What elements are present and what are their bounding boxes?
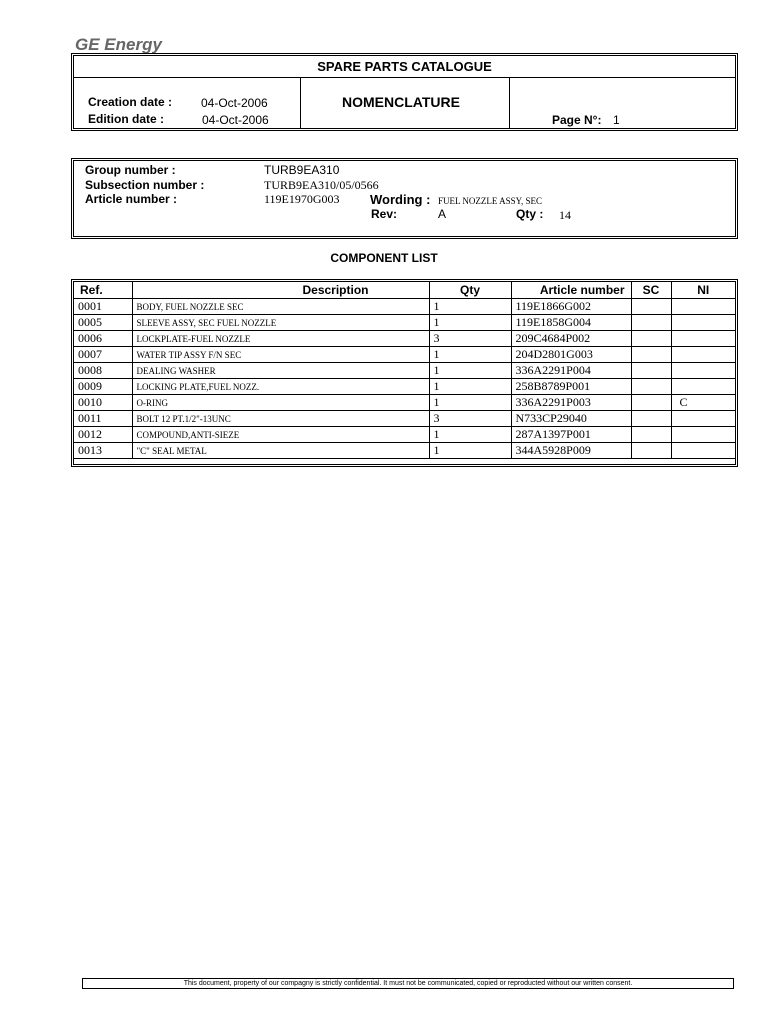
table-row bbox=[74, 379, 735, 395]
page-number-value: 1 bbox=[613, 113, 620, 127]
table-row bbox=[74, 443, 735, 459]
divider bbox=[509, 77, 510, 128]
article-number-label: Article number : bbox=[85, 192, 178, 206]
rev-value: A bbox=[438, 207, 447, 221]
cell-qty: 1 bbox=[429, 427, 511, 443]
confidentiality-footer: This document, property of our compagny is strictly confidential. It must not be communicated, copied or reproducted without our written consent. bbox=[82, 978, 734, 989]
cell-description: LOCKPLATE-FUEL NOZZLE bbox=[132, 331, 429, 347]
cell-ref: 0009 bbox=[74, 379, 132, 395]
group-number-label: Group number : bbox=[85, 163, 176, 177]
qty-value: 14 bbox=[559, 208, 571, 222]
table-row bbox=[74, 427, 735, 443]
table-row bbox=[74, 315, 735, 331]
cell-sc bbox=[631, 395, 671, 411]
cell-ni bbox=[671, 299, 735, 315]
subsection-number-value: TURB9EA310/05/0566 bbox=[264, 178, 379, 192]
cell-ref: 0006 bbox=[74, 331, 132, 347]
cell-description: WATER TIP ASSY F/N SEC bbox=[132, 347, 429, 363]
cell-ni bbox=[671, 427, 735, 443]
col-header-ref: Ref. bbox=[74, 282, 132, 299]
col-header-ni: NI bbox=[671, 282, 735, 299]
wording-label: Wording : bbox=[370, 192, 431, 207]
cell-article-number: 287A1397P001 bbox=[511, 427, 631, 443]
cell-article-number: 258B8789P001 bbox=[511, 379, 631, 395]
edition-date-label: Edition date : bbox=[88, 112, 164, 126]
creation-date-label: Creation date : bbox=[88, 95, 173, 109]
table-row bbox=[74, 331, 735, 347]
cell-qty: 1 bbox=[429, 379, 511, 395]
cell-ni bbox=[671, 443, 735, 459]
qty-label: Qty : bbox=[516, 207, 544, 221]
cell-ref: 0001 bbox=[74, 299, 132, 315]
cell-description: SLEEVE ASSY, SEC FUEL NOZZLE bbox=[132, 315, 429, 331]
creation-date-value: 04-Oct-2006 bbox=[201, 96, 268, 110]
brand-logo-text: GE Energy bbox=[75, 35, 162, 54]
cell-sc bbox=[631, 363, 671, 379]
cell-sc bbox=[631, 299, 671, 315]
cell-sc bbox=[631, 411, 671, 427]
cell-ref: 0012 bbox=[74, 427, 132, 443]
nomenclature-label: NOMENCLATURE bbox=[342, 94, 460, 110]
cell-sc bbox=[631, 347, 671, 363]
col-header-description: Description bbox=[132, 282, 429, 299]
cell-ref: 0013 bbox=[74, 443, 132, 459]
component-grid bbox=[74, 282, 735, 459]
cell-sc bbox=[631, 315, 671, 331]
table-row bbox=[74, 363, 735, 379]
cell-description: BODY, FUEL NOZZLE SEC bbox=[132, 299, 429, 315]
cell-article-number: 119E1858G004 bbox=[511, 315, 631, 331]
article-number-value: 119E1970G003 bbox=[264, 192, 340, 206]
cell-article-number: 336A2291P004 bbox=[511, 363, 631, 379]
cell-qty: 1 bbox=[429, 347, 511, 363]
cell-ref: 0008 bbox=[74, 363, 132, 379]
cell-qty: 1 bbox=[429, 443, 511, 459]
cell-description: BOLT 12 PT.1/2"-13UNC bbox=[132, 411, 429, 427]
cell-ni bbox=[671, 411, 735, 427]
cell-description: DEALING WASHER bbox=[132, 363, 429, 379]
cell-sc bbox=[631, 427, 671, 443]
cell-ni: C bbox=[671, 395, 735, 411]
cell-qty: 3 bbox=[429, 411, 511, 427]
cell-qty: 1 bbox=[429, 363, 511, 379]
cell-article-number: 344A5928P009 bbox=[511, 443, 631, 459]
catalogue-header bbox=[71, 53, 738, 131]
cell-description: COMPOUND,ANTI-SIEZE bbox=[132, 427, 429, 443]
cell-ref: 0011 bbox=[74, 411, 132, 427]
col-header-sc: SC bbox=[631, 282, 671, 299]
page-number-label: Page N°: bbox=[552, 113, 602, 127]
cell-sc bbox=[631, 443, 671, 459]
rev-label: Rev: bbox=[371, 207, 398, 221]
divider bbox=[300, 77, 301, 128]
cell-ni bbox=[671, 363, 735, 379]
cell-qty: 3 bbox=[429, 331, 511, 347]
cell-sc bbox=[631, 379, 671, 395]
cell-ref: 0010 bbox=[74, 395, 132, 411]
wording-value: FUEL NOZZLE ASSY, SEC bbox=[438, 196, 543, 206]
subsection-number-label: Subsection number : bbox=[85, 178, 205, 192]
group-number-value: TURB9EA310 bbox=[264, 163, 340, 177]
cell-article-number: 336A2291P003 bbox=[511, 395, 631, 411]
cell-qty: 1 bbox=[429, 299, 511, 315]
cell-article-number: N733CP29040 bbox=[511, 411, 631, 427]
cell-description: LOCKING PLATE,FUEL NOZZ. bbox=[132, 379, 429, 395]
cell-ref: 0005 bbox=[74, 315, 132, 331]
cell-article-number: 119E1866G002 bbox=[511, 299, 631, 315]
table-row bbox=[74, 299, 735, 315]
col-header-article-number: Article number bbox=[511, 282, 631, 299]
table-row bbox=[74, 411, 735, 427]
cell-ref: 0007 bbox=[74, 347, 132, 363]
cell-qty: 1 bbox=[429, 315, 511, 331]
cell-article-number: 209C4684P002 bbox=[511, 331, 631, 347]
cell-ni bbox=[671, 347, 735, 363]
cell-ni bbox=[671, 315, 735, 331]
col-header-qty: Qty bbox=[429, 282, 511, 299]
edition-date-value: 04-Oct-2006 bbox=[202, 113, 269, 127]
table-header-row bbox=[74, 282, 735, 299]
cell-ni bbox=[671, 331, 735, 347]
cell-qty: 1 bbox=[429, 395, 511, 411]
catalogue-title: SPARE PARTS CATALOGUE bbox=[74, 56, 735, 78]
cell-description: O-RING bbox=[132, 395, 429, 411]
component-list-title: COMPONENT LIST bbox=[330, 251, 438, 265]
article-info-box bbox=[71, 158, 738, 239]
component-table bbox=[71, 279, 738, 467]
cell-description: "C" SEAL METAL bbox=[132, 443, 429, 459]
table-row bbox=[74, 395, 735, 411]
table-row bbox=[74, 347, 735, 363]
cell-ni bbox=[671, 379, 735, 395]
cell-sc bbox=[631, 331, 671, 347]
cell-article-number: 204D2801G003 bbox=[511, 347, 631, 363]
